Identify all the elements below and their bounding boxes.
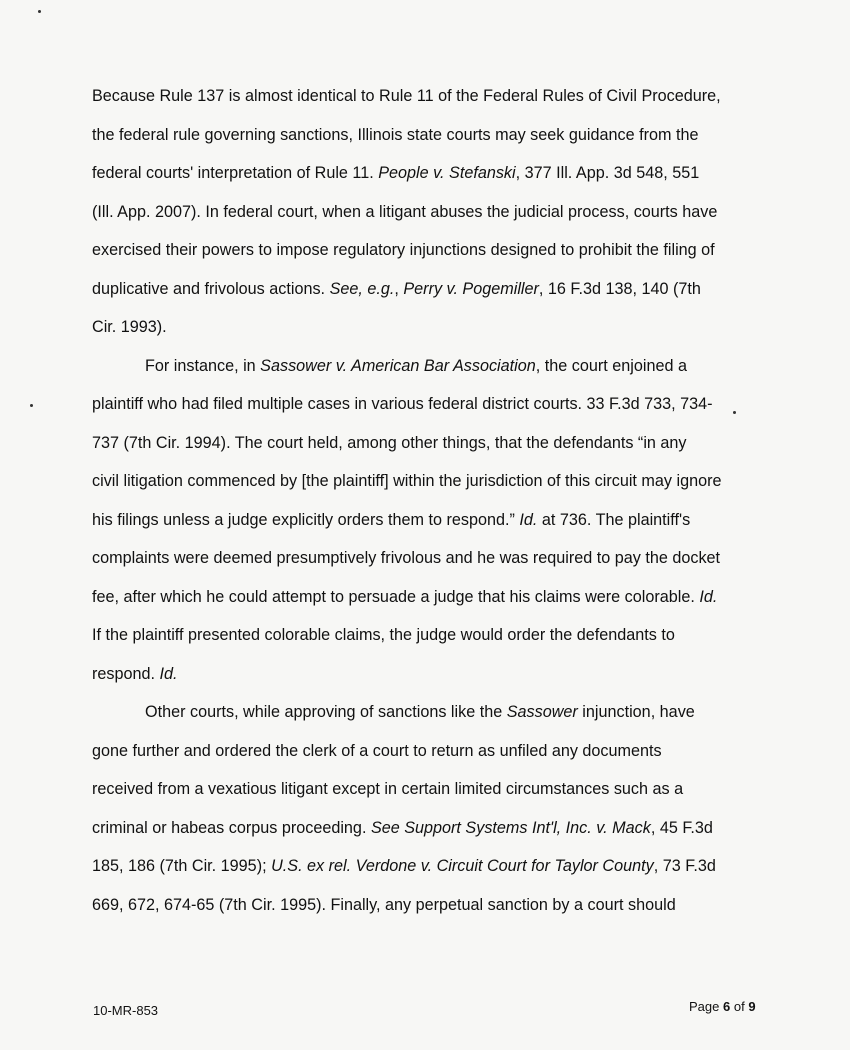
- body-text-segment: Other courts, while approving of sanctions like the: [145, 703, 507, 721]
- citation-text: See, e.g.: [329, 279, 395, 298]
- text-line: [92, 116, 772, 155]
- body-text-segment: duplicative and frivolous actions.: [92, 279, 330, 298]
- scan-speck: [30, 404, 33, 407]
- body-text-segment: , 45 F.3d: [650, 818, 713, 837]
- body-text-segment: at 736. The plaintiff's: [537, 510, 691, 529]
- body-text-segment: 737 (7th Cir. 1994). The court held, among other things, that the defendants “in any: [92, 433, 687, 452]
- body-text-segment: respond.: [92, 664, 160, 683]
- text-line: [92, 308, 772, 347]
- body-text-segment: , 73 F.3d: [653, 857, 716, 875]
- text-line: [92, 616, 772, 655]
- text-line: [92, 347, 772, 386]
- page-total: 9: [748, 999, 756, 1014]
- text-line: [92, 847, 772, 886]
- text-line: [92, 231, 772, 270]
- body-text-segment: criminal or habeas corpus proceeding.: [92, 818, 371, 837]
- citation-text: U.S. ex rel. Verdone v. Circuit Court for Taylor County: [271, 857, 654, 875]
- scan-speck: [38, 10, 41, 13]
- citation-text: See Support Systems Int'l, Inc. v. Mack: [370, 818, 651, 837]
- text-line: [92, 578, 772, 617]
- body-text-segment: exercised their powers to impose regulatory injunctions designed to prohibit the filing of: [92, 241, 715, 259]
- text-line: [92, 77, 772, 116]
- body-text-segment: , 16 F.3d 138, 140 (7th: [538, 279, 701, 298]
- text-line: [92, 732, 772, 771]
- text-line: [92, 424, 772, 463]
- body-text-segment: , 377 Ill. App. 3d 548, 551: [515, 164, 700, 182]
- body-text-segment: Cir. 1993).: [92, 318, 167, 336]
- body-text-segment: complaints were deemed presumptively frivolous and he was required to pay the docket: [92, 549, 721, 567]
- body-text-segment: the federal rule governing sanctions, Illinois state courts may seek guidance from the: [92, 125, 699, 144]
- text-line: [92, 193, 772, 232]
- case-number: 10-MR-853: [93, 1003, 159, 1018]
- body-text-segment: For instance, in: [145, 356, 261, 375]
- text-line: [92, 270, 772, 309]
- text-line: [92, 770, 772, 809]
- text-line: [92, 462, 772, 501]
- citation-text: Id.: [519, 510, 538, 529]
- citation-text: Sassower: [506, 703, 578, 721]
- text-line: [92, 501, 772, 540]
- scan-speck: [733, 411, 736, 414]
- body-text-segment: civil litigation commenced by [the plaintiff] within the jurisdiction of this circuit may ignore: [92, 472, 722, 490]
- body-text-segment: 669, 672, 674-65 (7th Cir. 1995). Finally, any perpetual sanction by a court should: [92, 895, 676, 914]
- page-of: of: [733, 999, 745, 1014]
- text-line: [92, 385, 772, 424]
- body-text-segment: injunction, have: [577, 703, 695, 721]
- body-text-segment: , the court enjoined a: [535, 356, 687, 375]
- body-text-segment: plaintiff who had filed multiple cases in various federal district courts. 33 F.3d 733, 734-: [92, 395, 713, 413]
- body-text-segment: ,: [394, 279, 404, 298]
- text-line: [92, 655, 772, 694]
- citation-text: Sassower v. American Bar Association: [260, 356, 536, 375]
- body-text-segment: 185, 186 (7th Cir. 1995);: [92, 857, 272, 875]
- body-text-segment: gone further and ordered the clerk of a court to return as unfiled any documents: [92, 741, 662, 760]
- text-line: [92, 693, 772, 732]
- text-line: [92, 886, 772, 925]
- body-text-segment: federal courts' interpretation of Rule 11.: [92, 164, 379, 182]
- body-text-segment: If the plaintiff presented colorable claims, the judge would order the defendants to: [92, 626, 675, 644]
- document-body: [92, 77, 772, 924]
- page-current: 6: [723, 999, 731, 1014]
- citation-text: Id.: [699, 587, 718, 606]
- page-word: Page: [689, 999, 720, 1014]
- citation-text: People v. Stefanski: [378, 164, 516, 182]
- body-text-segment: fee, after which he could attempt to persuade a judge that his claims were colorable.: [92, 587, 700, 606]
- text-line: [92, 809, 772, 848]
- citation-text: Id.: [159, 664, 178, 683]
- page-indicator: [689, 999, 756, 1014]
- body-text-segment: received from a vexatious litigant except in certain limited circumstances such as a: [92, 780, 684, 798]
- citation-text: Perry v. Pogemiller: [403, 279, 539, 298]
- text-line: [92, 154, 772, 193]
- body-text-segment: (Ill. App. 2007). In federal court, when a litigant abuses the judicial process, courts have: [92, 202, 718, 221]
- body-text-segment: Because Rule 137 is almost identical to Rule 11 of the Federal Rules of Civil Procedure,: [92, 87, 721, 105]
- body-text-segment: his filings unless a judge explicitly orders them to respond.”: [92, 510, 520, 529]
- text-line: [92, 539, 772, 578]
